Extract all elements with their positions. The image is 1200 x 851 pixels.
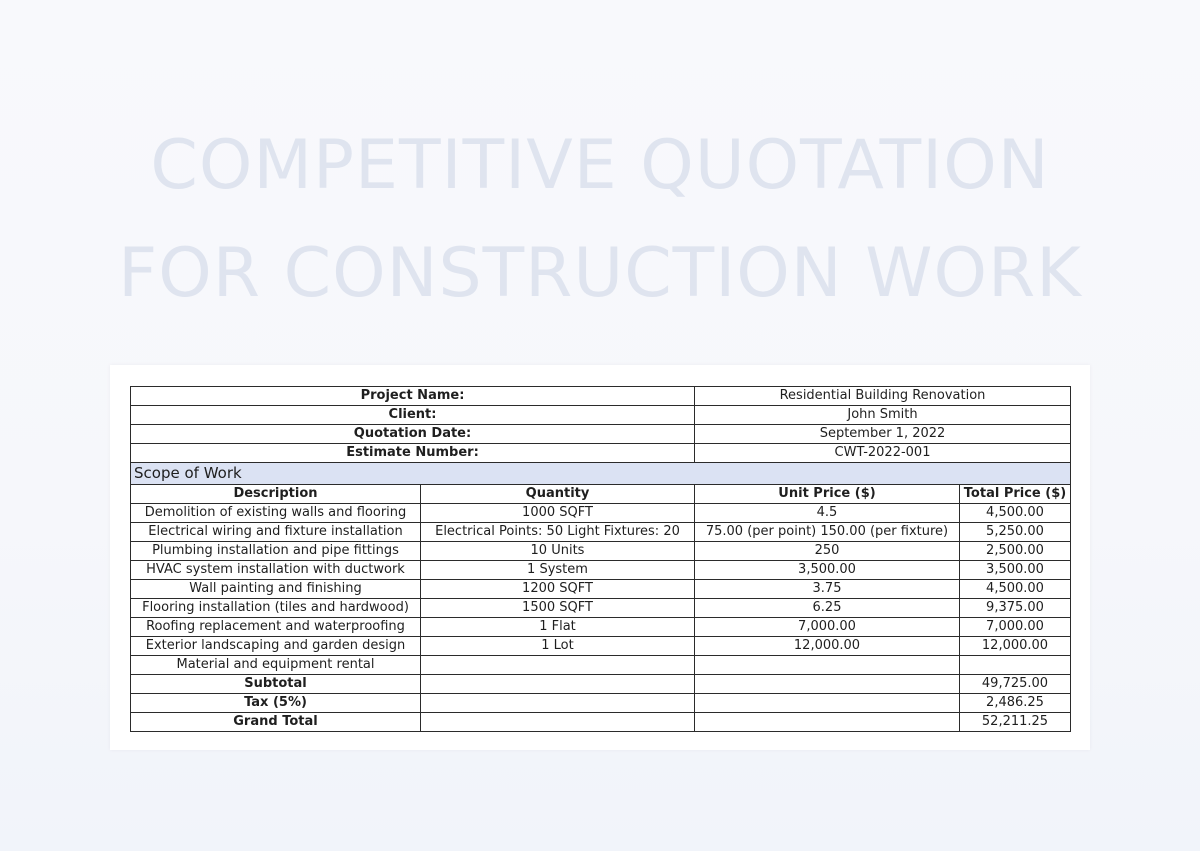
item-total: 4,500.00 — [960, 580, 1071, 599]
empty-cell — [421, 675, 695, 694]
item-unit-price: 3,500.00 — [695, 561, 960, 580]
grand-total-row — [131, 713, 1071, 732]
info-row-client — [131, 406, 1071, 425]
table-row — [131, 637, 1071, 656]
item-quantity: 1 Lot — [421, 637, 695, 656]
table-row — [131, 504, 1071, 523]
item-total: 5,250.00 — [960, 523, 1071, 542]
quotation-table — [130, 386, 1071, 732]
column-header-total-price: Total Price ($) — [960, 485, 1071, 504]
item-quantity: 1000 SQFT — [421, 504, 695, 523]
item-quantity: 1 Flat — [421, 618, 695, 637]
info-value: September 1, 2022 — [695, 425, 1071, 444]
title-line-1: COMPETITIVE QUOTATION — [150, 126, 1050, 205]
info-label: Project Name: — [131, 387, 695, 406]
subtotal-label: Subtotal — [131, 675, 421, 694]
item-quantity: Electrical Points: 50 Light Fixtures: 20 — [421, 523, 695, 542]
quotation-sheet — [110, 365, 1090, 750]
column-header-row — [131, 485, 1071, 504]
scope-heading: Scope of Work — [131, 463, 1071, 485]
item-unit-price: 12,000.00 — [695, 637, 960, 656]
info-label: Client: — [131, 406, 695, 425]
item-quantity — [421, 656, 695, 675]
item-total: 12,000.00 — [960, 637, 1071, 656]
table-row — [131, 561, 1071, 580]
item-unit-price: 7,000.00 — [695, 618, 960, 637]
tax-value: 2,486.25 — [960, 694, 1071, 713]
info-label: Estimate Number: — [131, 444, 695, 463]
subtotal-row — [131, 675, 1071, 694]
empty-cell — [421, 694, 695, 713]
item-unit-price: 250 — [695, 542, 960, 561]
item-total: 3,500.00 — [960, 561, 1071, 580]
empty-cell — [695, 675, 960, 694]
item-total: 2,500.00 — [960, 542, 1071, 561]
item-total: 9,375.00 — [960, 599, 1071, 618]
item-description: Wall painting and finishing — [131, 580, 421, 599]
item-total: 4,500.00 — [960, 504, 1071, 523]
item-quantity: 10 Units — [421, 542, 695, 561]
item-description: Exterior landscaping and garden design — [131, 637, 421, 656]
scope-row — [131, 463, 1071, 485]
grand-total-label: Grand Total — [131, 713, 421, 732]
info-value: CWT-2022-001 — [695, 444, 1071, 463]
tax-row — [131, 694, 1071, 713]
item-unit-price: 4.5 — [695, 504, 960, 523]
tax-label: Tax (5%) — [131, 694, 421, 713]
table-row — [131, 580, 1071, 599]
table-row — [131, 618, 1071, 637]
item-description: Plumbing installation and pipe fittings — [131, 542, 421, 561]
item-total — [960, 656, 1071, 675]
item-description: HVAC system installation with ductwork — [131, 561, 421, 580]
column-header-quantity: Quantity — [421, 485, 695, 504]
empty-cell — [421, 713, 695, 732]
info-value: John Smith — [695, 406, 1071, 425]
table-row — [131, 656, 1071, 675]
title-line-2: FOR CONSTRUCTION WORK — [118, 234, 1082, 313]
table-row — [131, 523, 1071, 542]
item-description: Electrical wiring and fixture installation — [131, 523, 421, 542]
item-description: Material and equipment rental — [131, 656, 421, 675]
item-description: Roofing replacement and waterproofing — [131, 618, 421, 637]
empty-cell — [695, 713, 960, 732]
item-quantity: 1200 SQFT — [421, 580, 695, 599]
info-label: Quotation Date: — [131, 425, 695, 444]
info-row-project-name — [131, 387, 1071, 406]
table-row — [131, 542, 1071, 561]
item-quantity: 1 System — [421, 561, 695, 580]
info-row-quotation-date — [131, 425, 1071, 444]
item-description: Flooring installation (tiles and hardwood) — [131, 599, 421, 618]
subtotal-value: 49,725.00 — [960, 675, 1071, 694]
column-header-description: Description — [131, 485, 421, 504]
item-unit-price — [695, 656, 960, 675]
table-row — [131, 599, 1071, 618]
info-value: Residential Building Renovation — [695, 387, 1071, 406]
item-unit-price: 75.00 (per point) 150.00 (per fixture) — [695, 523, 960, 542]
grand-total-value: 52,211.25 — [960, 713, 1071, 732]
item-unit-price: 6.25 — [695, 599, 960, 618]
empty-cell — [695, 694, 960, 713]
item-quantity: 1500 SQFT — [421, 599, 695, 618]
column-header-unit-price: Unit Price ($) — [695, 485, 960, 504]
info-row-estimate-number — [131, 444, 1071, 463]
item-description: Demolition of existing walls and flooring — [131, 504, 421, 523]
item-unit-price: 3.75 — [695, 580, 960, 599]
item-total: 7,000.00 — [960, 618, 1071, 637]
